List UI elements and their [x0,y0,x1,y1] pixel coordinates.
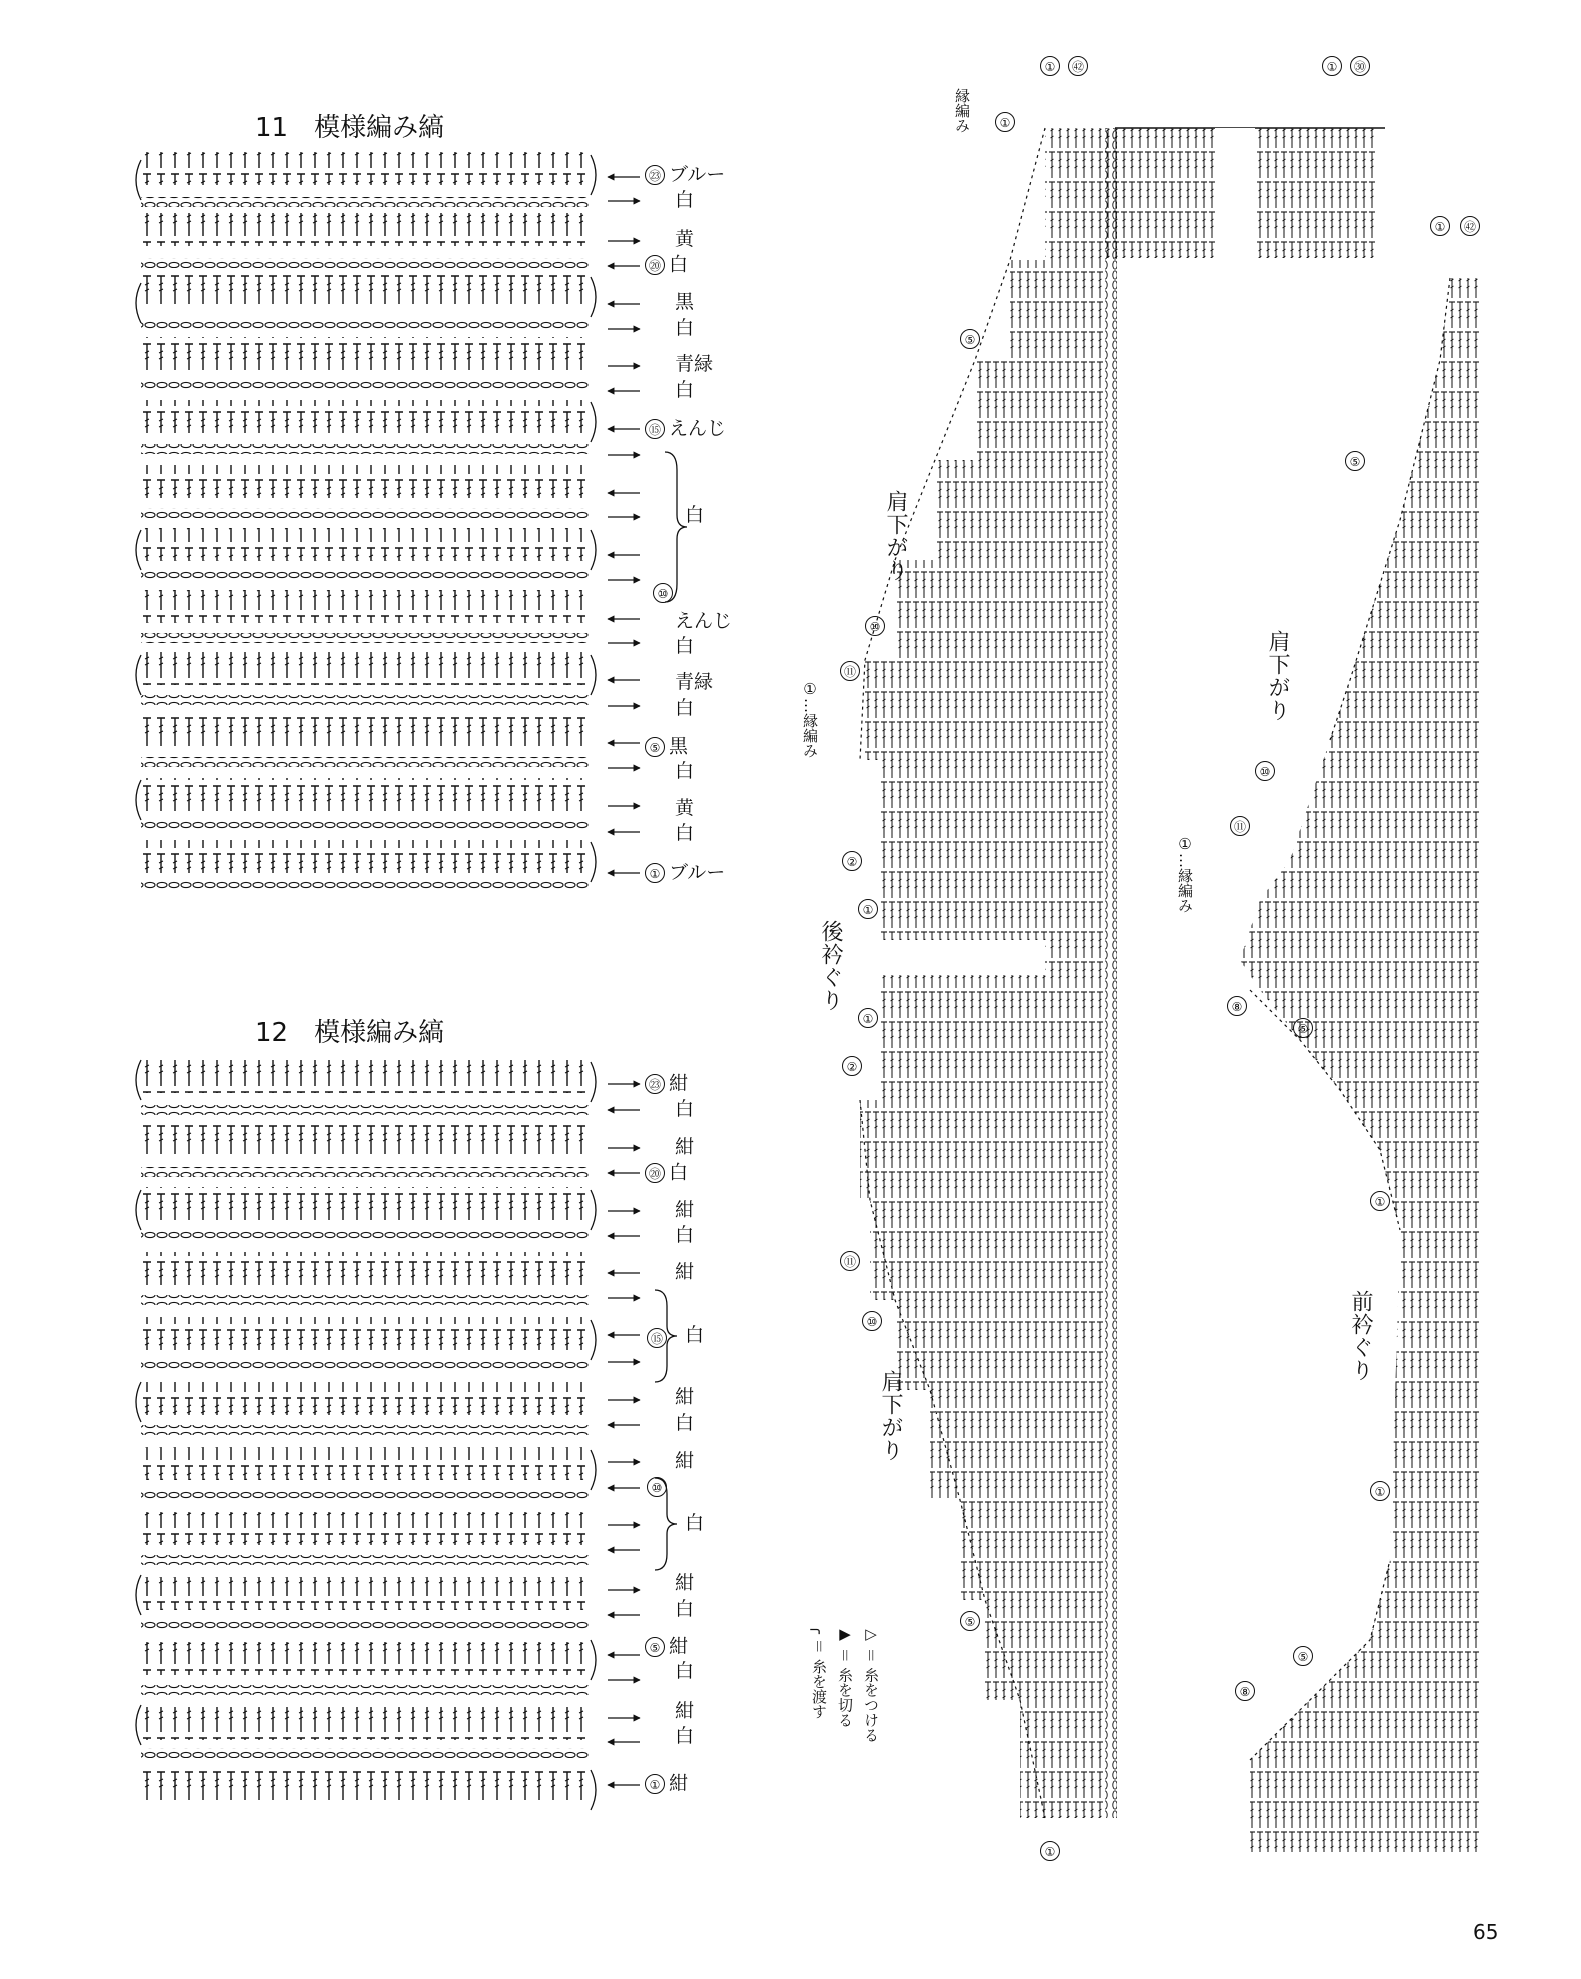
row-number: ① [645,863,665,883]
row-number: ⑩ [647,1477,667,1497]
yarn-color-label: えんじ [669,417,727,440]
marker-m11-lower: ⑪ [840,1250,864,1271]
chart12-title: 12 模様編み縞 [255,1018,445,1048]
yarn-color-label: 黄 [675,797,695,819]
yarn-color-label: 白 [675,1098,695,1120]
yarn-color-label: ブルー [669,861,726,884]
marker-m1-edge: ① [995,111,1019,132]
yarn-color-label: 黒 [669,735,689,758]
yarn-color-label: 紺 [669,1772,689,1795]
yarn-color-label: 紺 [669,1072,689,1095]
yarn-color-label: 紺 [675,1700,695,1722]
yarn-color-label: 白 [669,253,689,276]
yarn-color-label: 白 [675,822,695,844]
legend-item-cut: ▶ ＝ 糸を切る [836,1625,854,1728]
marker-m5-lower: ⑤ [960,1610,984,1631]
marker-m10-lower: ⑩ [862,1310,886,1331]
yarn-color-label: 紺 [675,1136,695,1158]
back-neck-label: 後衿ぐり [818,920,843,1012]
marker-m11-upper: ⑪ [840,660,864,681]
yarn-color-label: 白 [675,635,695,657]
yarn-color-label: 白 [675,1412,695,1434]
chart11-title: 11 模様編み縞 [255,113,445,143]
marker-m5-front-mid: ⑤ [1293,1017,1317,1038]
marker-m8-front-upper: ⑧ [1227,995,1251,1016]
page-number: 65 [1473,1920,1499,1944]
marker-m1-lower: ① [858,1007,882,1028]
front-shoulder-label: 肩下がり [1265,630,1290,722]
chart-arrows [608,177,640,1785]
marker-m5-front-upper: ⑤ [1345,450,1369,471]
marker-m2-upper: ② [842,850,866,871]
edge-label-mid: ①…縁編み [801,680,819,758]
front-body-diagram [1240,278,1480,1852]
yarn-color-label: 白 [675,1725,695,1747]
yarn-color-label: 青緑 [675,353,714,375]
yarn-color-label: 白 [675,1224,695,1246]
front-neck-label: 前衿ぐり [1348,1290,1373,1382]
yarn-color-label: 白 [675,697,695,719]
marker-m42-top: ㊷ [1068,55,1092,76]
marker-m2-lower: ② [842,1055,866,1076]
yarn-color-label: 黒 [675,291,695,313]
row-number: ㉓ [645,1074,665,1094]
row-number: ⑮ [647,1328,667,1348]
chart11-grid [136,152,596,890]
yarn-color-label: 白 [675,317,695,339]
marker-m5-upper: ⑤ [960,328,984,349]
yarn-color-label: ブルー [669,163,726,186]
edge-label-top: 縁編み [953,88,971,133]
marker-m5-front-lower: ⑤ [1293,1645,1317,1666]
marker-m10-front: ⑩ [1255,760,1279,781]
row-number: ① [645,1774,665,1794]
chart12-grid [136,1060,596,1810]
marker-m1-top: ① [1040,55,1064,76]
shoulder-label-lower: 肩下がり [878,1370,903,1462]
marker-m1-upper: ① [858,898,882,919]
front-edge-label: ①…縁編み [1176,835,1194,913]
marker-m10-upper: ⑩ [865,615,889,636]
marker-m1-front-lower: ① [1370,1480,1394,1501]
yarn-color-label: 白 [675,760,695,782]
marker-m8-front-lower: ⑧ [1235,1680,1259,1701]
yarn-color-label: 紺 [675,1450,695,1472]
yarn-color-label: 白 [669,1161,689,1184]
yarn-color-label: 紺 [675,1386,695,1408]
marker-m1-front-top: ① [1430,215,1454,236]
brace-11 [665,452,687,602]
yarn-color-label: 黄 [675,228,695,250]
row-number: ⑮ [645,419,665,439]
yarn-color-label: 青緑 [675,671,714,693]
yarn-color-label: 紺 [675,1572,695,1594]
yarn-color-label: 白 [685,504,705,526]
row-number: ⑳ [645,255,665,275]
marker-m11-front: ⑪ [1230,815,1254,836]
legend-item-attach: ▷ ＝ 糸をつける [862,1625,880,1743]
row-number: ⑳ [645,1163,665,1183]
legend-item-carry: ╭ ＝ 糸を渡す [810,1625,828,1719]
yarn-color-label: 白 [675,1598,695,1620]
row-number: ⑤ [645,1637,665,1657]
yarn-color-label: 紺 [675,1261,695,1283]
yarn-color-label: 白 [675,379,695,401]
yarn-color-label: 白 [675,1660,695,1682]
row-number: ⑤ [645,737,665,757]
yarn-color-label: えんじ [675,610,733,632]
marker-m42-front-top: ㊷ [1460,215,1484,236]
marker-m30-top: ㉚ [1350,55,1374,76]
yarn-color-label: 紺 [669,1635,689,1658]
yarn-color-label: 白 [685,1324,705,1346]
row-number: ㉓ [645,165,665,185]
yarn-color-label: 白 [685,1512,705,1534]
row-number: ⑩ [653,583,673,603]
yarn-color-label: 紺 [675,1199,695,1221]
marker-m1-top-right: ① [1322,55,1346,76]
legend [806,1625,884,1743]
yarn-color-label: 白 [675,189,695,211]
marker-m1-bottom: ① [1040,1840,1064,1861]
marker-m1-front-mid: ① [1370,1190,1394,1211]
shoulder-label-upper: 肩下がり [883,490,908,582]
